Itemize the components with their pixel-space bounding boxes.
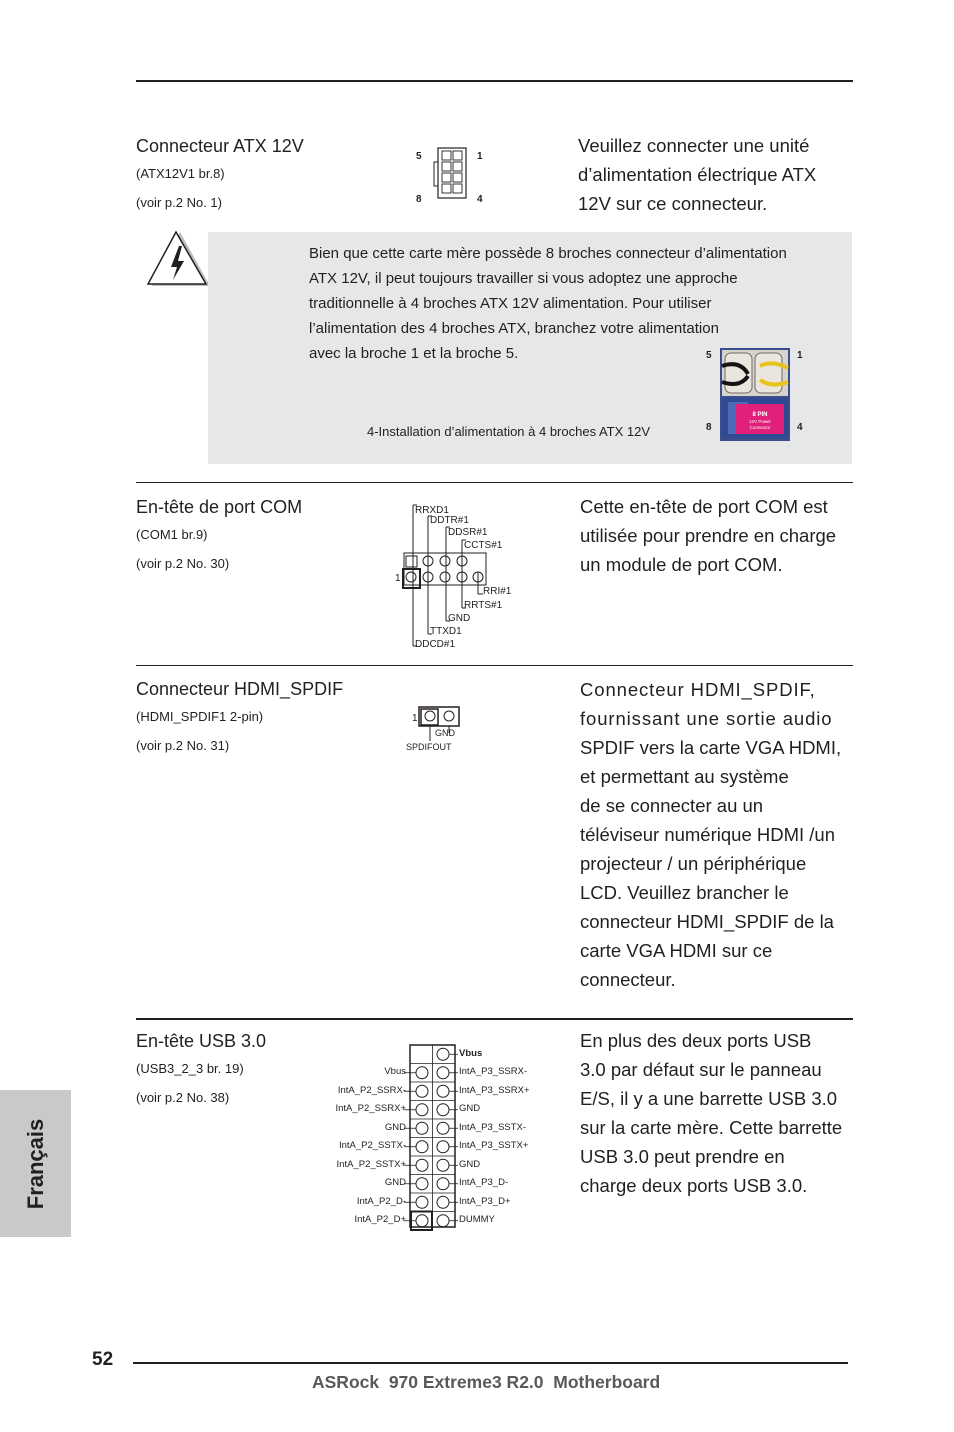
page-number: 52 xyxy=(92,1349,114,1370)
atx-pin-8: 8 xyxy=(416,194,422,205)
usb-pin-right xyxy=(437,1048,449,1060)
usb-left-label: IntA_P2_SSRX- xyxy=(337,1085,406,1096)
usb-pin-right xyxy=(437,1196,449,1208)
com-pin1-label: 1 xyxy=(395,573,401,584)
com-label-ddsr1: DDSR#1 xyxy=(448,527,488,538)
com-label-rrxd1: RRXD1 xyxy=(415,505,449,516)
usb-pin-left xyxy=(416,1196,428,1208)
usb-pin-left xyxy=(416,1178,428,1190)
usb-pin-right xyxy=(437,1215,449,1227)
usb-right-label: GND xyxy=(459,1103,481,1114)
top-rule xyxy=(136,80,853,82)
usb-left-label: Vbus xyxy=(384,1066,406,1077)
usb-pin-left xyxy=(416,1215,428,1227)
usb-left-label: IntA_P2_SSTX- xyxy=(338,1140,406,1151)
power-connector-photo xyxy=(700,344,812,444)
section-rule-com xyxy=(136,482,853,483)
hdmi-gnd-label: GND xyxy=(435,728,455,738)
svg-text:8 PIN: 8 PIN xyxy=(752,412,768,418)
hdmi-title: Connecteur HDMI_SPDIF xyxy=(136,679,344,699)
com-title: En-tête de port COM xyxy=(136,497,303,517)
usb-title: En-tête USB 3.0 xyxy=(136,1031,267,1051)
usb-left-label: GND xyxy=(384,1122,406,1133)
section-rule-hdmi xyxy=(136,665,853,666)
section-rule-usb xyxy=(136,1018,853,1020)
usb-pin-left xyxy=(416,1104,428,1116)
com-ref1: (COM1 br.9) xyxy=(136,527,208,542)
usb-pin-left xyxy=(416,1067,428,1079)
svg-text:12V Power: 12V Power xyxy=(748,419,772,424)
usb-left-label: IntA_P2_D+ xyxy=(354,1214,406,1225)
usb-left-label: IntA_P2_SSTX+ xyxy=(336,1159,406,1170)
com-label-ccts1: CCTS#1 xyxy=(464,540,503,551)
language-tab-label: Français xyxy=(22,1118,48,1209)
hdmi-ref1: (HDMI_SPDIF1 2-pin) xyxy=(136,709,264,724)
usb-pin-left xyxy=(416,1159,428,1171)
atx-pin-5: 5 xyxy=(416,151,422,162)
usb-pin-left xyxy=(416,1141,428,1153)
com-label-gnd: GND xyxy=(448,613,471,624)
com-label-rrts1: RRTS#1 xyxy=(464,600,503,611)
atx-title: Connecteur ATX 12V xyxy=(136,136,304,156)
usb-pin-right xyxy=(437,1141,449,1153)
usb-pin-right xyxy=(437,1122,449,1134)
usb-right-label: IntA_P3_SSTX+ xyxy=(459,1140,529,1151)
note-text: Bien que cette carte mère possède 8 broches connecteur d’alimentation ATX 12V, il peut toujours travailler si vous adoptez une approche traditionnelle à 4 broches ATX 12V alimentation. Pour utiliser l’alimentation des 4 broches ATX, branchez votre alimentation avec la broche 1 et la broche 5. xyxy=(309,245,787,362)
svg-text:1: 1 xyxy=(797,350,803,361)
usb-left-label: IntA_P2_D- xyxy=(356,1196,406,1207)
usb-pin-left xyxy=(416,1122,428,1134)
usb-right-label: IntA_P3_D- xyxy=(459,1177,509,1188)
usb3-header-diagram xyxy=(300,1040,560,1232)
usb-pin-right xyxy=(437,1159,449,1171)
usb-right-label: GND xyxy=(459,1159,481,1170)
com-ref2: (voir p.2 No. 30) xyxy=(136,556,230,571)
note-caption: 4-Installation d’alimentation à 4 broches ATX 12V xyxy=(367,424,651,439)
atx-pin-1: 1 xyxy=(477,151,483,162)
usb-right-label: IntA_P3_SSTX- xyxy=(459,1122,527,1133)
svg-text:8: 8 xyxy=(706,422,712,433)
usb-pin-right xyxy=(437,1067,449,1079)
com-description: Cette en-tête de port COM est utilisée pour prendre en charge un module de port COM. xyxy=(580,496,837,575)
atx-ref2: (voir p.2 No. 1) xyxy=(136,195,222,210)
usb-right-label: DUMMY xyxy=(459,1214,495,1225)
usb-description: En plus des deux ports USB 3.0 par défaut sur le panneau E/S, il y a une barrette USB 3.0 sur la carte mère. Cette barrette USB 3.0 peut prendre en charge deux ports USB 3.0. xyxy=(580,1030,843,1196)
com-label-ddcd1: DDCD#1 xyxy=(415,639,456,650)
atx-pin-4: 4 xyxy=(477,194,483,205)
footer-product-name: ASRock 970 Extreme3 R2.0 Motherboard xyxy=(312,1372,661,1392)
usb-pin-right xyxy=(437,1178,449,1190)
hdmi-spdifout-label: SPDIFOUT xyxy=(406,742,452,752)
svg-text:5: 5 xyxy=(706,350,712,361)
language-tab xyxy=(0,1090,71,1237)
usb3-pin-rows xyxy=(404,1045,458,1230)
hdmi-description: Connecteur HDMI_SPDIF, fournissant une sortie audio SPDIF vers la carte VGA HDMI, et permettant au système de se connecter au un téléviseur numérique HDMI /un projecteur / un périphérique LCD. Veuillez brancher le connecteur HDMI_SPDIF de la carte VGA HDMI sur ce connecteur. xyxy=(580,679,842,990)
com-header-diagram xyxy=(390,500,530,652)
atx-connector-diagram xyxy=(410,142,500,208)
usb-left-label: GND xyxy=(384,1177,406,1188)
com-label-ttxd1: TTXD1 xyxy=(430,626,462,637)
hdmi-spdif-diagram xyxy=(402,702,472,756)
usb-right-label: Vbus xyxy=(459,1048,483,1059)
usb-ref1: (USB3_2_3 br. 19) xyxy=(136,1061,244,1076)
usb-ref2: (voir p.2 No. 38) xyxy=(136,1090,230,1105)
com-label-ddtr1: DDTR#1 xyxy=(430,515,469,526)
usb-pin-right xyxy=(437,1085,449,1097)
svg-text:Connector: Connector xyxy=(749,425,771,430)
usb-pin-right xyxy=(437,1104,449,1116)
atx-description: Veuillez connecter une unité d’alimentation électrique ATX 12V sur ce connecteur. xyxy=(578,135,817,214)
usb-right-label: IntA_P3_SSRX+ xyxy=(459,1085,530,1096)
usb-pin-left xyxy=(416,1085,428,1097)
hdmi-pin1-label: 1 xyxy=(412,713,418,724)
footer-rule xyxy=(133,1362,848,1364)
usb-right-label: IntA_P3_SSRX- xyxy=(459,1066,528,1077)
atx-ref1: (ATX12V1 br.8) xyxy=(136,166,225,181)
usb-left-label: IntA_P2_SSRX+ xyxy=(335,1103,406,1114)
warning-triangle-icon xyxy=(144,230,210,288)
com-label-rri1: RRI#1 xyxy=(483,586,512,597)
hdmi-ref2: (voir p.2 No. 31) xyxy=(136,738,230,753)
usb-right-label: IntA_P3_D+ xyxy=(459,1196,511,1207)
svg-text:4: 4 xyxy=(797,422,803,433)
